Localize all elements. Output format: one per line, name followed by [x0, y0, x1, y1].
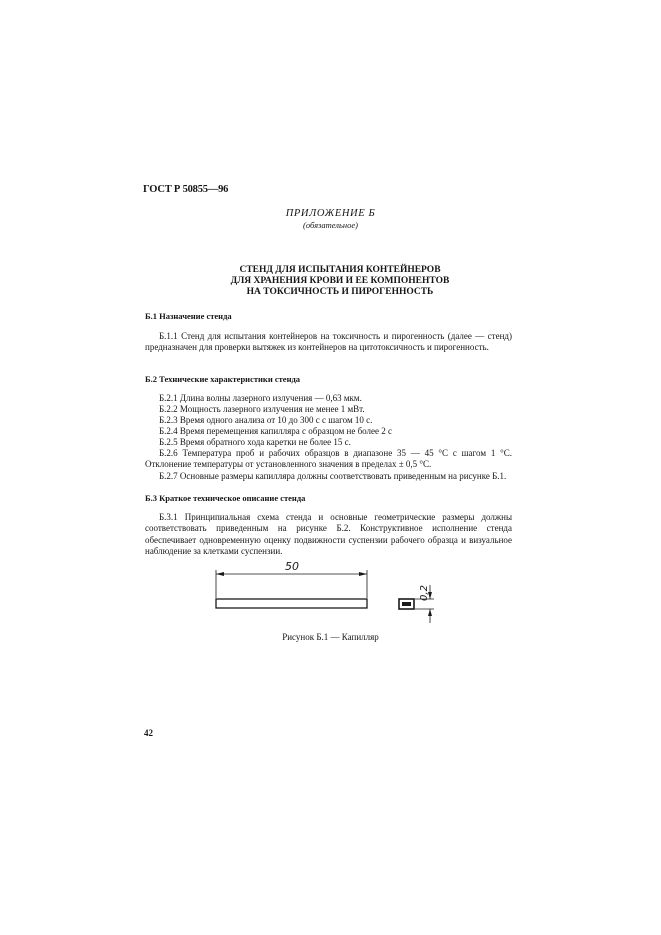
main-title — [150, 265, 530, 298]
thickness-arrow-bottom — [428, 609, 432, 616]
item-b2-5 — [145, 437, 512, 448]
appendix-title: ПРИЛОЖЕНИЕ Б — [285, 208, 376, 219]
item-b2-1-text: Б.2.1 Длина волны лазерного излучения — 0,63 мкм. — [159, 393, 362, 403]
item-b2-4 — [145, 426, 512, 437]
capillary-drawing — [200, 557, 460, 637]
main-title-line-3: НА ТОКСИЧНОСТЬ И ПИРОГЕННОСТЬ — [246, 287, 434, 297]
section-heading-b1: Б.1 Назначение стенда — [145, 311, 232, 321]
item-b2-2-text: Б.2.2 Мощность лазерного излучения не менее 1 мВт. — [159, 404, 365, 414]
page-number: 42 — [144, 728, 153, 738]
section-heading-b2: Б.2 Технические характеристики стенда — [145, 374, 301, 384]
document-code: ГОСТ Р 50855—96 — [143, 184, 229, 195]
item-b2-1 — [145, 393, 512, 404]
item-b2-3-text: Б.2.3 Время одного анализа от 10 до 300 с с шагом 10 с. — [159, 415, 373, 425]
item-b2-3 — [145, 415, 512, 426]
length-dimension-label: 50 — [285, 560, 299, 573]
paragraph-b3-1 — [145, 512, 512, 557]
paragraph-b1-1 — [145, 331, 512, 354]
length-arrow-right — [359, 572, 367, 576]
capillary-bore — [402, 602, 411, 606]
item-b2-6-text: Б.2.6 Температура проб и рабочих образцов в диапазоне 35 — 45 °С с шагом 1 °С. Отклонение температуры от установленного значения в пределах ± 0,5 °С. — [145, 448, 512, 470]
figure-caption: Рисунок Б.1 — Капилляр — [282, 632, 379, 642]
paragraph-b1-1-text: Б.1.1 Стенд для испытания контейнеров на токсичность и пирогенность (далее — стенд) предназначен для проверки вытяжек из контейнеров на цитотоксичность и пирогенность. — [145, 331, 512, 353]
item-b2-2 — [145, 404, 512, 415]
section-heading-b3: Б.3 Краткое техническое описание стенда — [145, 493, 306, 503]
item-b2-5-text: Б.2.5 Время обратного хода каретки не более 15 с. — [159, 437, 351, 447]
item-b2-6 — [145, 448, 512, 471]
appendix-note: (обязательное) — [303, 220, 358, 230]
item-b2-4-text: Б.2.4 Время перемещения капилляра с образцом не более 2 с — [159, 426, 393, 436]
length-arrow-left — [216, 572, 224, 576]
item-b2-7 — [145, 471, 512, 482]
main-title-line-2: ДЛЯ ХРАНЕНИЯ КРОВИ И ЕЕ КОМПОНЕНТОВ — [230, 276, 450, 286]
main-title-line-1: СТЕНД ДЛЯ ИСПЫТАНИЯ КОНТЕЙНЕРОВ — [239, 265, 441, 275]
capillary-figure — [200, 557, 460, 637]
thickness-dimension-label: 0,2 — [419, 585, 430, 601]
item-b2-7-text: Б.2.7 Основные размеры капилляра должны соответствовать приведенным на рисунке Б.1. — [159, 471, 507, 481]
capillary-tube — [216, 599, 367, 608]
paragraph-b3-1-text: Б.3.1 Принципиальная схема стенда и основные геометрические размеры должны соответствовать приведенным на рисунке Б.2. Конструктивное исполнение стенда обеспечивает одновременную оценку подвижности суспензии рабочего образца и визуальное наблюдение за клетками суспензии. — [145, 512, 512, 556]
